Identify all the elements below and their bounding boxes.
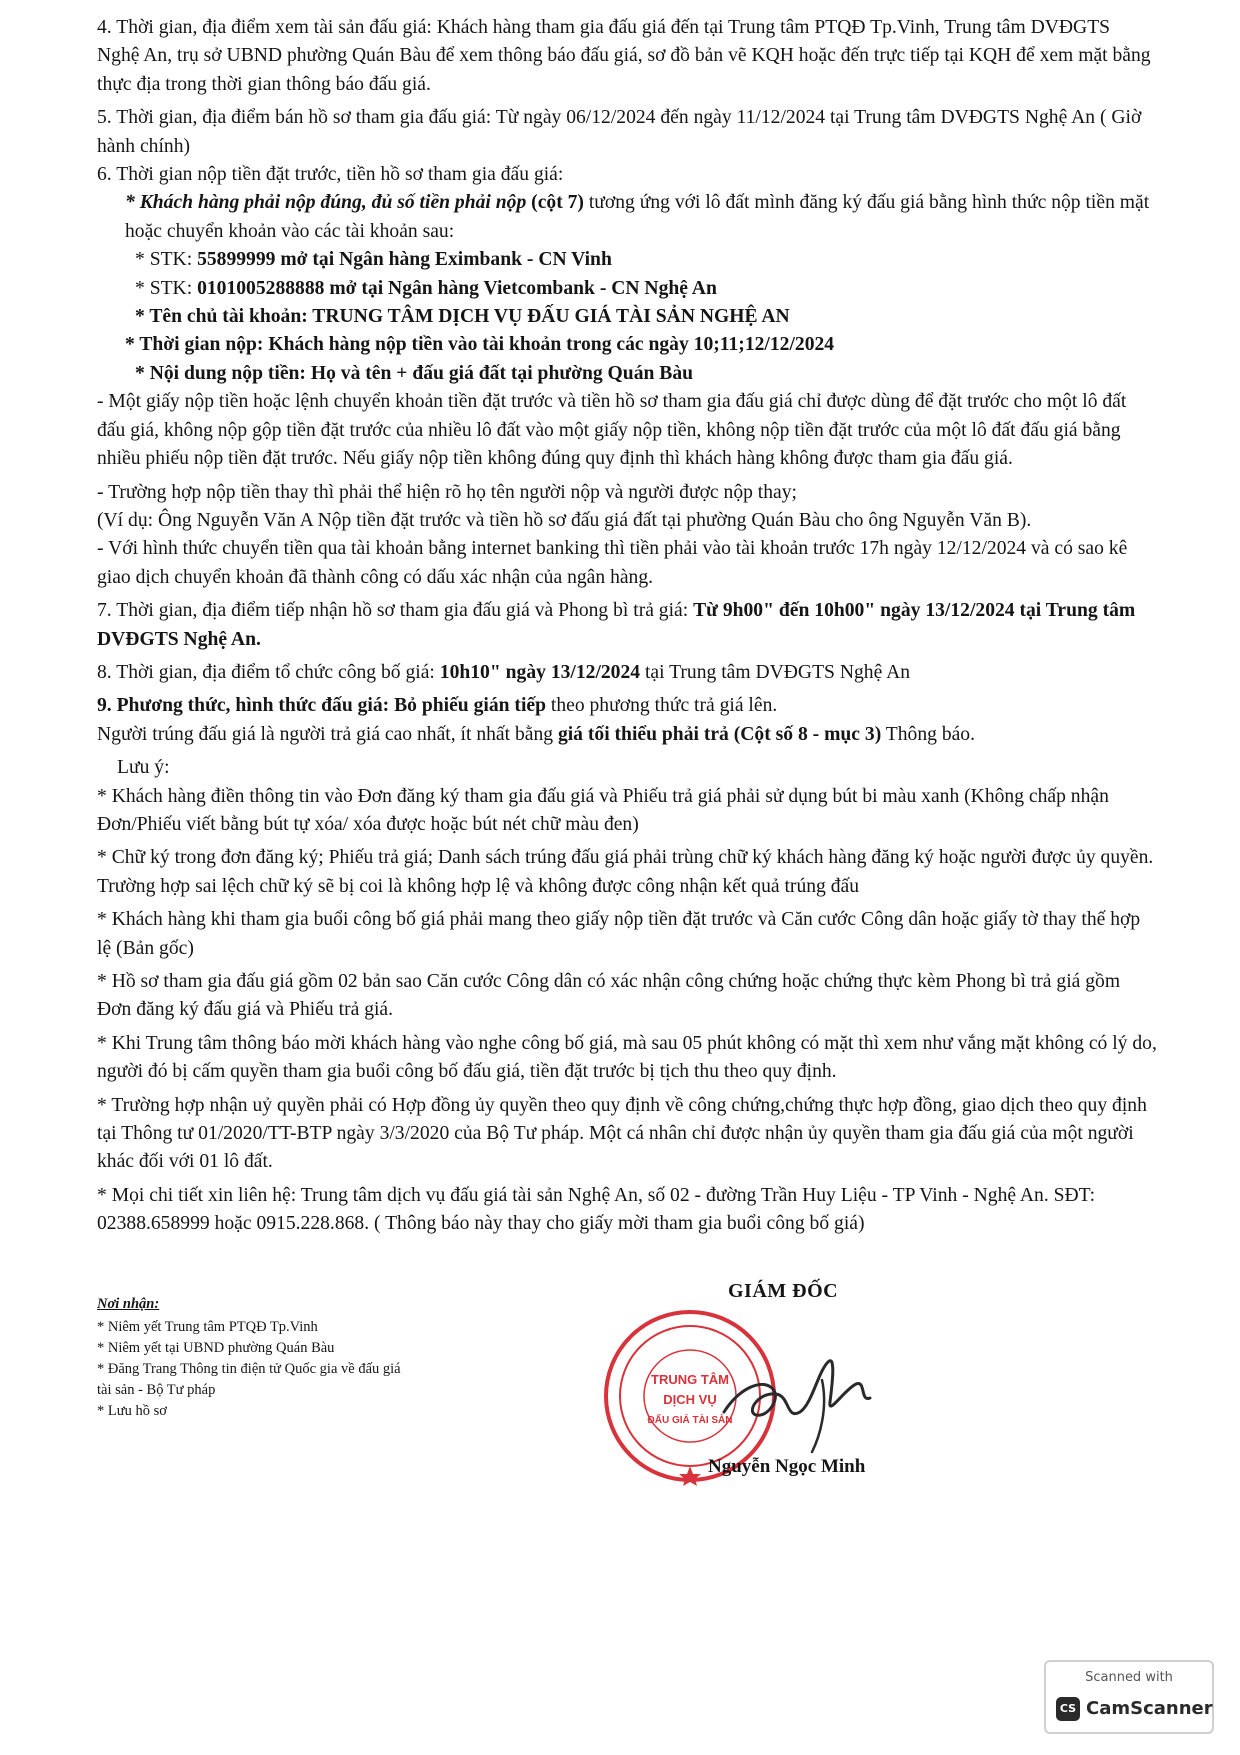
camscanner-name: CamScanner — [1086, 1698, 1213, 1719]
section-8-text: 8. Thời gian, địa điểm tổ chức công bố giá: — [97, 661, 440, 683]
note-title: Lưu ý: — [117, 757, 170, 779]
recipient-item: * Niêm yết Trung tâm PTQĐ Tp.Vinh — [97, 1319, 318, 1335]
section-9-winner — [97, 721, 1157, 749]
recipient-item: * Niêm yết tại UBND phường Quán Bàu — [97, 1340, 335, 1356]
notice-body — [97, 14, 1157, 1239]
recipient-item: * Đăng Trang Thông tin điện tử Quốc gia về đấu giá tài sản - Bộ Tư pháp — [97, 1361, 401, 1398]
recipients-list — [97, 1294, 417, 1422]
rule-proxy-example: (Ví dụ: Ông Nguyễn Văn A Nộp tiền đặt trước và tiền hồ sơ đấu giá đất tại phường Quán Bàu cho ông Nguyễn Văn B). — [97, 509, 1032, 531]
account-owner: * Tên chủ tài khoản: TRUNG TÂM DỊCH VỤ ĐẤU GIÁ TÀI SẢN NGHỆ AN — [135, 306, 790, 328]
section-8-time: 10h10" ngày 13/12/2024 — [439, 661, 641, 683]
winner-text: Người trúng đấu giá là người trả giá cao nhất, ít nhất bằng — [97, 723, 558, 745]
section-7-time-place: Từ 9h00" đến 10h00" ngày 13/12/2024 tại Trung tâm DVĐGTS Nghệ An. — [97, 600, 1136, 650]
section-5: 5. Thời gian, địa điểm bán hồ sơ tham gia đấu giá: Từ ngày 06/12/2024 đến ngày 11/12/2024 tại Trung tâm DVĐGTS Nghệ An ( Giờ hành chính) — [97, 107, 1142, 157]
section-9 — [97, 692, 1157, 720]
recipients-heading: Nơi nhận: — [97, 1296, 160, 1312]
camscanner-watermark — [1044, 1660, 1214, 1734]
section-7-text: 7. Thời gian, địa điểm tiếp nhận hồ sơ tham gia đấu giá và Phong bì trả giá: — [97, 600, 694, 622]
note-dossier: * Hồ sơ tham gia đấu giá gồm 02 bản sao Căn cước Công dân có xác nhận công chứng hoặc chứng thực kèm Phong bì trả giá gồm Đơn đăng ký đấu giá và Phiếu trả giá. — [97, 971, 1121, 1021]
section-4: 4. Thời gian, địa điểm xem tài sản đấu giá: Khách hàng tham gia đấu giá đến tại Trung tâm PTQĐ Tp.Vinh, Trung tâm DVĐGTS Nghệ An, trụ sở UBND phường Quán Bàu để xem thông báo đấu giá, sơ đồ bản vẽ KQH hoặc đến trực tiếp tại KQH để xem mặt bằng thực địa trong thời gian thông báo đấu giá. — [97, 17, 1151, 95]
account-2-label: * STK: — [135, 277, 198, 299]
seal-line-2: DỊCH VỤ — [663, 1392, 717, 1407]
section-9-method-rest: theo phương thức trả giá lên. — [545, 695, 778, 717]
note-blue-pen: * Khách hàng điền thông tin vào Đơn đăng ký tham gia đấu giá và Phiếu trả giá phải sử dụng bút bi màu xanh (Không chấp nhận Đơn/Phiếu viết bằng bút tự xóa/ xóa được hoặc bút nét chữ màu đen) — [97, 785, 1109, 835]
section-7 — [97, 597, 1157, 654]
section-8 — [97, 659, 1157, 687]
note-signature: * Chữ ký trong đơn đăng ký; Phiếu trả giá; Danh sách trúng đấu giá phải trùng chữ ký khách hàng đăng ký hoặc người được ủy quyền. Trường hợp sai lệch chữ ký sẽ bị coi là không hợp lệ và không được công nhận kết quả trúng đấu — [97, 847, 1154, 897]
winner-text-end: Thông báo. — [881, 723, 976, 745]
signature-block — [600, 1280, 960, 1500]
rule-single-slip: - Một giấy nộp tiền hoặc lệnh chuyển khoản tiền đặt trước và tiền hồ sơ tham gia đấu giá chỉ được dùng để đặt trước cho một lô đất đấu giá, không nộp gộp tiền đặt trước của nhiều lô đất vào một giấy nộp tiền, không nộp tiền đặt trước của một lô đất đấu giá bằng nhiều phiếu nộp tiền đặt trước. Nếu giấy nộp tiền không đúng quy định thì khách hàng không được tham gia đấu giá. — [97, 391, 1127, 470]
note-authorization: * Trường hợp nhận uỷ quyền phải có Hợp đồng ủy quyền theo quy định về công chứng,chứng thực hợp đồng, giao dịch theo quy định tại Thông tư 01/2020/TT-BTP ngày 3/3/2020 của Bộ Tư pháp. Một cá nhân chỉ được nhận ủy quyền tham gia đấu giá của một người khác đối với 01 lô đất. — [97, 1094, 1147, 1173]
section-6: 6. Thời gian nộp tiền đặt trước, tiền hồ sơ tham gia đấu giá: — [97, 164, 564, 186]
recipient-item: * Lưu hồ sơ — [97, 1403, 167, 1419]
seal-line-1: TRUNG TÂM — [651, 1372, 729, 1387]
seal-line-3: ĐẤU GIÁ TÀI SẢN — [647, 1415, 733, 1426]
note-absence: * Khi Trung tâm thông báo mời khách hàng vào nghe công bố giá, mà sau 05 phút không có mặt thì xem như vắng mặt không có lý do, người đó bị cấm quyền tham gia buổi công bố đấu giá, tiền đặt trước bị tịch thu theo quy định. — [97, 1032, 1157, 1083]
section-6-note — [97, 189, 1157, 246]
section-8-place: tại Trung tâm DVĐGTS Nghệ An — [640, 661, 911, 683]
payment-time: * Thời gian nộp: Khách hàng nộp tiền vào tài khoản trong các ngày 10;11;12/12/2024 — [125, 334, 835, 356]
scanned-with-label: Scanned with — [1085, 1670, 1173, 1685]
section-9-method: 9. Phương thức, hình thức đấu giá: Bỏ phiếu gián tiếp — [97, 695, 546, 717]
note-contact: * Mọi chi tiết xin liên hệ: Trung tâm dịch vụ đấu giá tài sản Nghệ An, số 02 - đường Trần Huy Liệu - TP Vinh - Nghệ An. SĐT: 02388.658999 hoặc 0915.228.868. ( Thông báo này thay cho giấy mời tham gia buổi công bố giá) — [97, 1184, 1096, 1235]
section-6-note-rest: tương ứng với lô đất mình đăng ký đấu giá bằng hình thức nộp tiền mặt hoặc chuyển khoản vào các tài khoản sau: — [125, 192, 1150, 242]
account-2-value: 0101005288888 mở tại Ngân hàng Vietcombank - CN Nghệ An — [197, 277, 717, 299]
camscanner-logo-icon: CS — [1056, 1697, 1080, 1721]
account-1-value: 55899999 mở tại Ngân hàng Eximbank - CN Vinh — [197, 249, 612, 271]
rule-proxy-payment: - Trường hợp nộp tiền thay thì phải thể hiện rõ họ tên người nộp và người được nộp thay; — [97, 481, 797, 503]
note-documents-to-bring: * Khách hàng khi tham gia buổi công bố giá phải mang theo giấy nộp tiền đặt trước và Căn cước Công dân hoặc giấy tờ thay thế hợp lệ (Bản gốc) — [97, 909, 1141, 959]
account-2 — [97, 275, 1157, 303]
director-signature-image — [710, 1320, 880, 1470]
section-6-note-bold: * Khách hàng phải nộp đúng, đủ số tiền phải nộp — [125, 192, 527, 214]
director-name: Nguyễn Ngọc Minh — [708, 1456, 866, 1477]
winner-min-price: giá tối thiểu phải trả (Cột số 8 - mục 3) — [557, 723, 882, 745]
payment-content: * Nội dung nộp tiền: Họ và tên + đấu giá đất tại phường Quán Bàu — [135, 362, 694, 384]
account-1-label: * STK: — [135, 249, 198, 271]
director-title: GIÁM ĐỐC — [728, 1280, 839, 1302]
account-1 — [97, 246, 1157, 274]
section-6-note-column: (cột 7) — [531, 192, 584, 214]
rule-internet-banking: - Với hình thức chuyển tiền qua tài khoản bằng internet banking thì tiền phải vào tài khoản trước 17h ngày 12/12/2024 và có sao kê giao dịch chuyển khoản đã thành công có dấu xác nhận của ngân hàng. — [97, 538, 1128, 588]
